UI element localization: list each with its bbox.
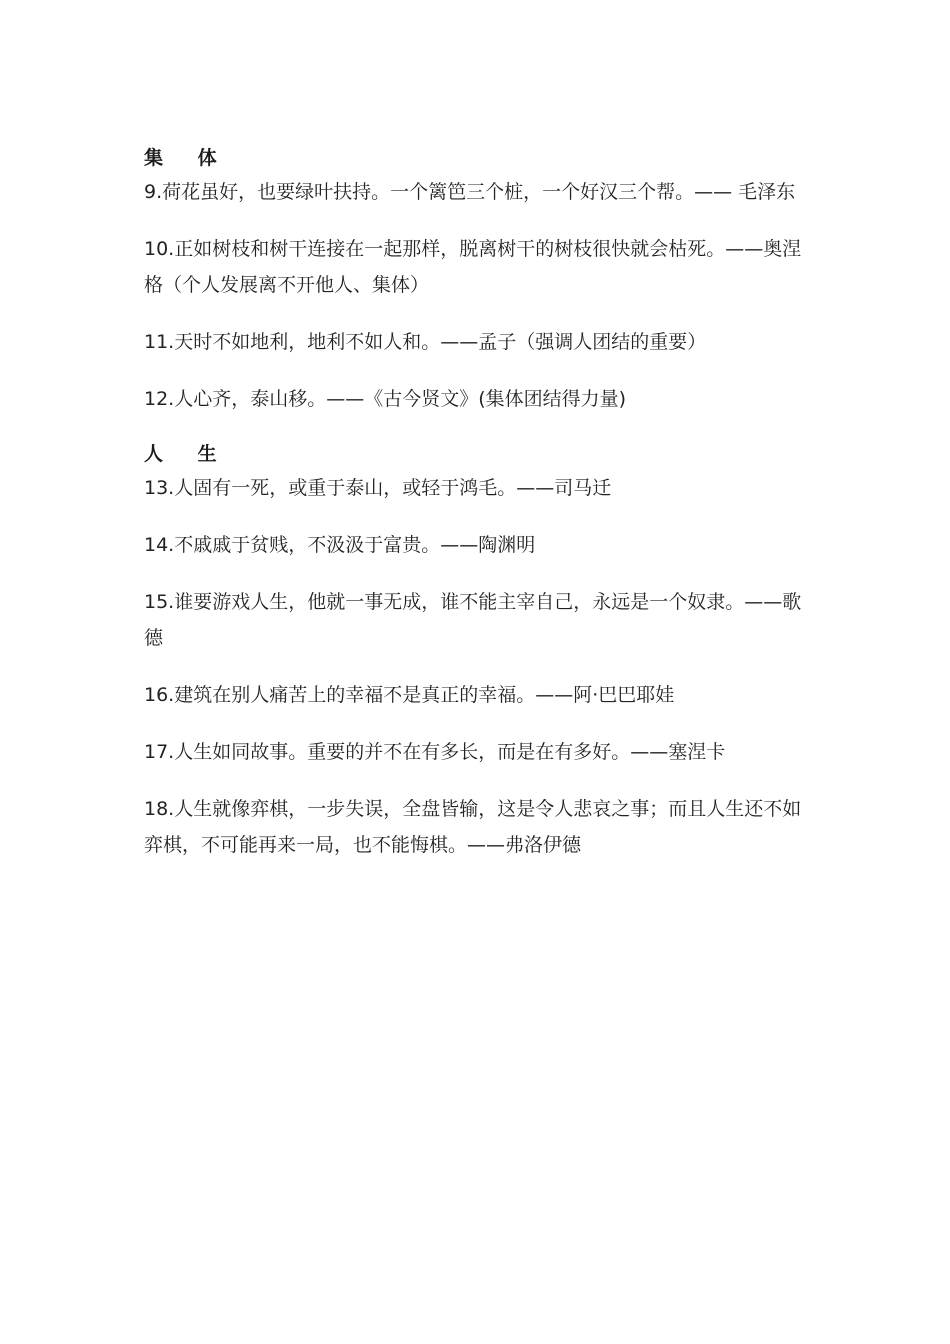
section-title: 集 体 [144, 147, 231, 169]
quote-item: 18.人生就像弈棋，一步失误，全盘皆输，这是令人悲哀之事；而且人生还不如弈棋，不可能再来一局，也不能悔棋。——弗洛伊德 [144, 798, 802, 856]
quote-item: 10.正如树枝和树干连接在一起那样，脱离树干的树枝很快就会枯死。——奥涅格（个人发展离不开他人、集体） [144, 238, 802, 296]
section-life [144, 438, 804, 863]
document-page [144, 142, 804, 884]
quote-item: 15.谁要游戏人生，他就一事无成，谁不能主宰自己，永远是一个奴隶。——歌德 [144, 591, 802, 649]
quote-item: 13.人固有一死，或重于泰山，或轻于鸿毛。——司马迁 [144, 477, 612, 499]
section-title: 人 生 [144, 443, 231, 465]
quote-item: 14.不戚戚于贫贱，不汲汲于富贵。——陶渊明 [144, 534, 536, 556]
quote-item: 9.荷花虽好，也要绿叶扶持。一个篱笆三个桩，一个好汉三个帮。—— 毛泽东 [144, 181, 796, 203]
quote-item: 16.建筑在别人痛苦上的幸福不是真正的幸福。——阿·巴巴耶娃 [144, 684, 675, 706]
quote-item: 17.人生如同故事。重要的并不在有多长，而是在有多好。——塞涅卡 [144, 741, 726, 763]
section-collective [144, 142, 804, 417]
quote-item: 12.人心齐，泰山移。——《古今贤文》(集体团结得力量) [144, 388, 627, 410]
quote-item: 11.天时不如地利，地利不如人和。——孟子（强调人团结的重要） [144, 331, 707, 353]
